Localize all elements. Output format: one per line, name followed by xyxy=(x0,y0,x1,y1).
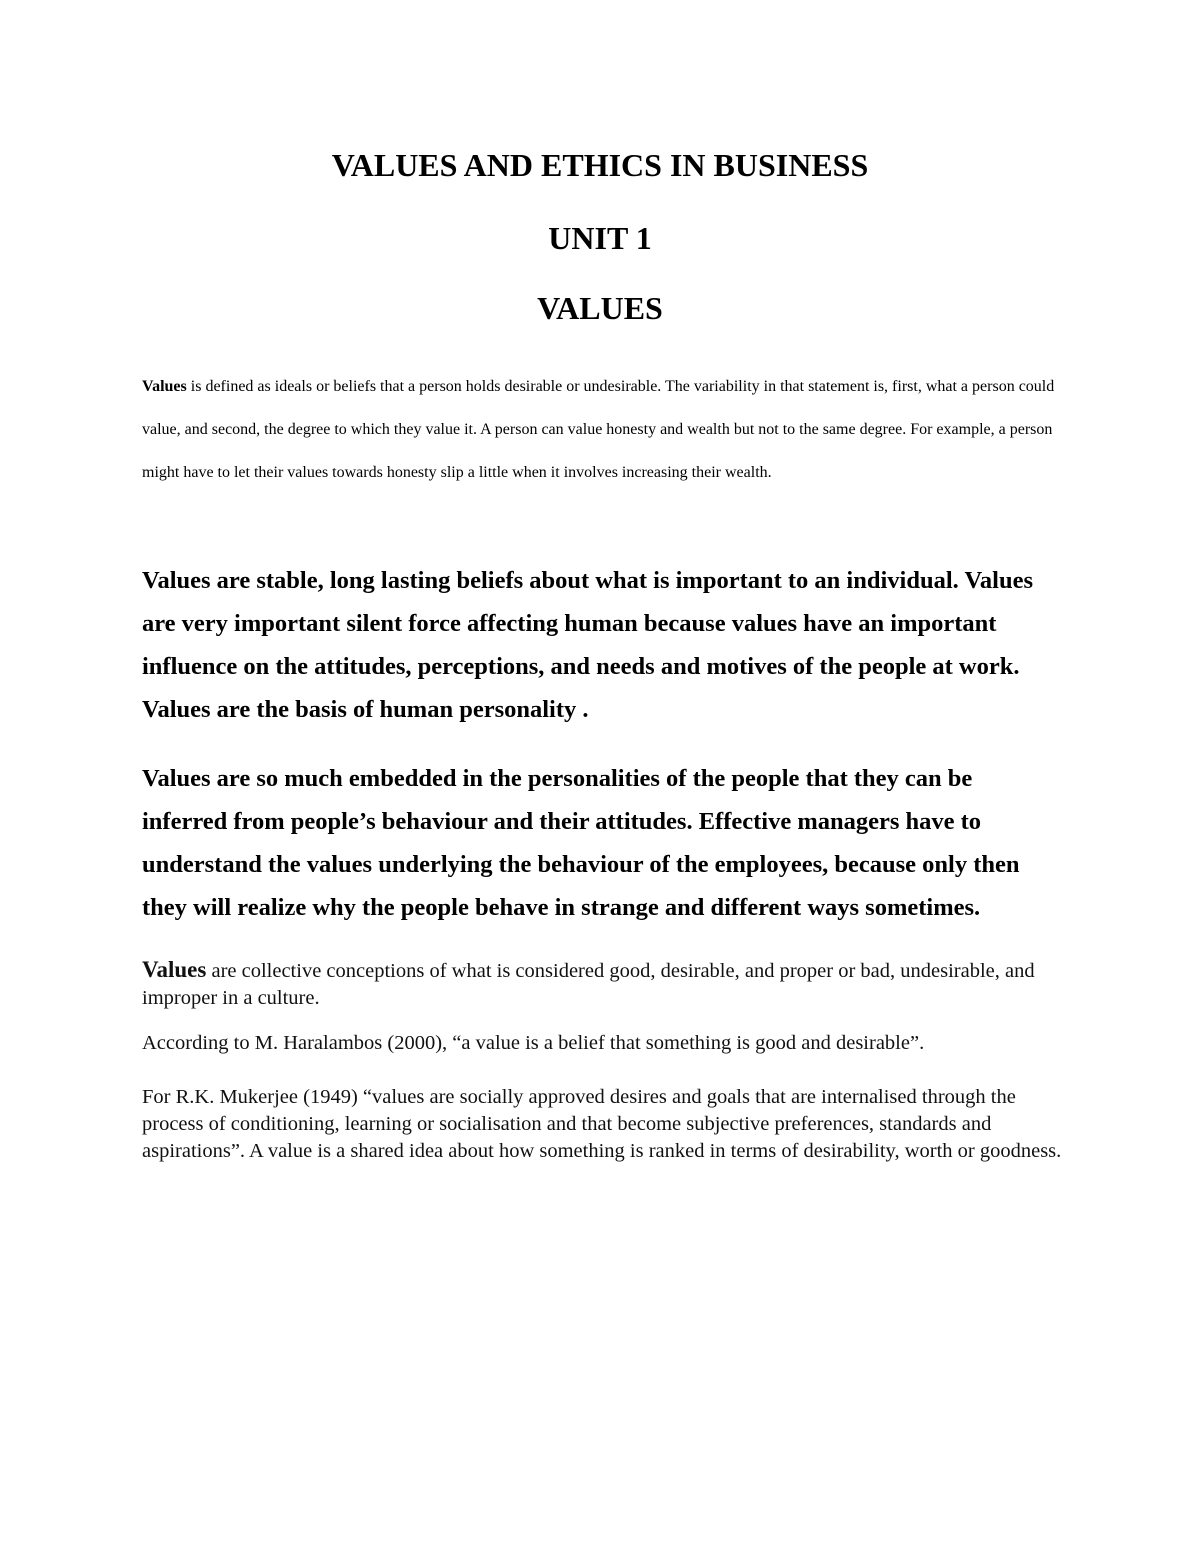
definition-lead-term: Values xyxy=(142,378,187,395)
mukerjee-quote-paragraph: For R.K. Mukerjee (1949) “values are socially approved desires and goals that are internalised through the process of conditioning, learning or socialisation and that become subjective preferences, standards and aspirations”. A value is a shared idea about how something is ranked in terms of desirability, worth or goodness. xyxy=(142,1086,1062,1162)
document-title: VALUES AND ETHICS IN BUSINESS xyxy=(331,147,869,183)
unit-heading: UNIT 1 xyxy=(548,220,652,256)
stable-beliefs-paragraph: Values are stable, long lasting beliefs about what is important to an individual. Values are very important silent force affecting human because values have an important influence on the attitudes, perceptions, and needs and motives of the people at work. Values are the basis of human personality . xyxy=(142,567,1034,723)
haralambos-quote-paragraph: According to M. Haralambos (2000), “a value is a belief that something is good and desirable”. xyxy=(142,1032,925,1054)
collective-conceptions-paragraph xyxy=(142,956,1062,1012)
section-heading: VALUES xyxy=(537,290,663,326)
collective-lead-term: Values xyxy=(142,957,207,982)
definition-paragraph xyxy=(142,365,1072,494)
definition-text: is defined as ideals or beliefs that a person holds desirable or undesirable. The variability in that statement is, first, what a person could value, and second, the degree to which they value it. A person can value honesty and wealth but not to the same degree. For example, a person might have to let their values towards honesty slip a little when it involves increasing their wealth. xyxy=(142,378,1055,481)
embedded-values-paragraph: Values are so much embedded in the personalities of the people that they can be inferred from people’s behaviour and their attitudes. Effective managers have to understand the values underlying the behaviour of the employees, because only then they will realize why the people behave in strange and different ways sometimes. xyxy=(142,765,1020,921)
collective-text: are collective conceptions of what is considered good, desirable, and proper or bad, undesirable, and improper in a culture. xyxy=(142,960,1035,1009)
